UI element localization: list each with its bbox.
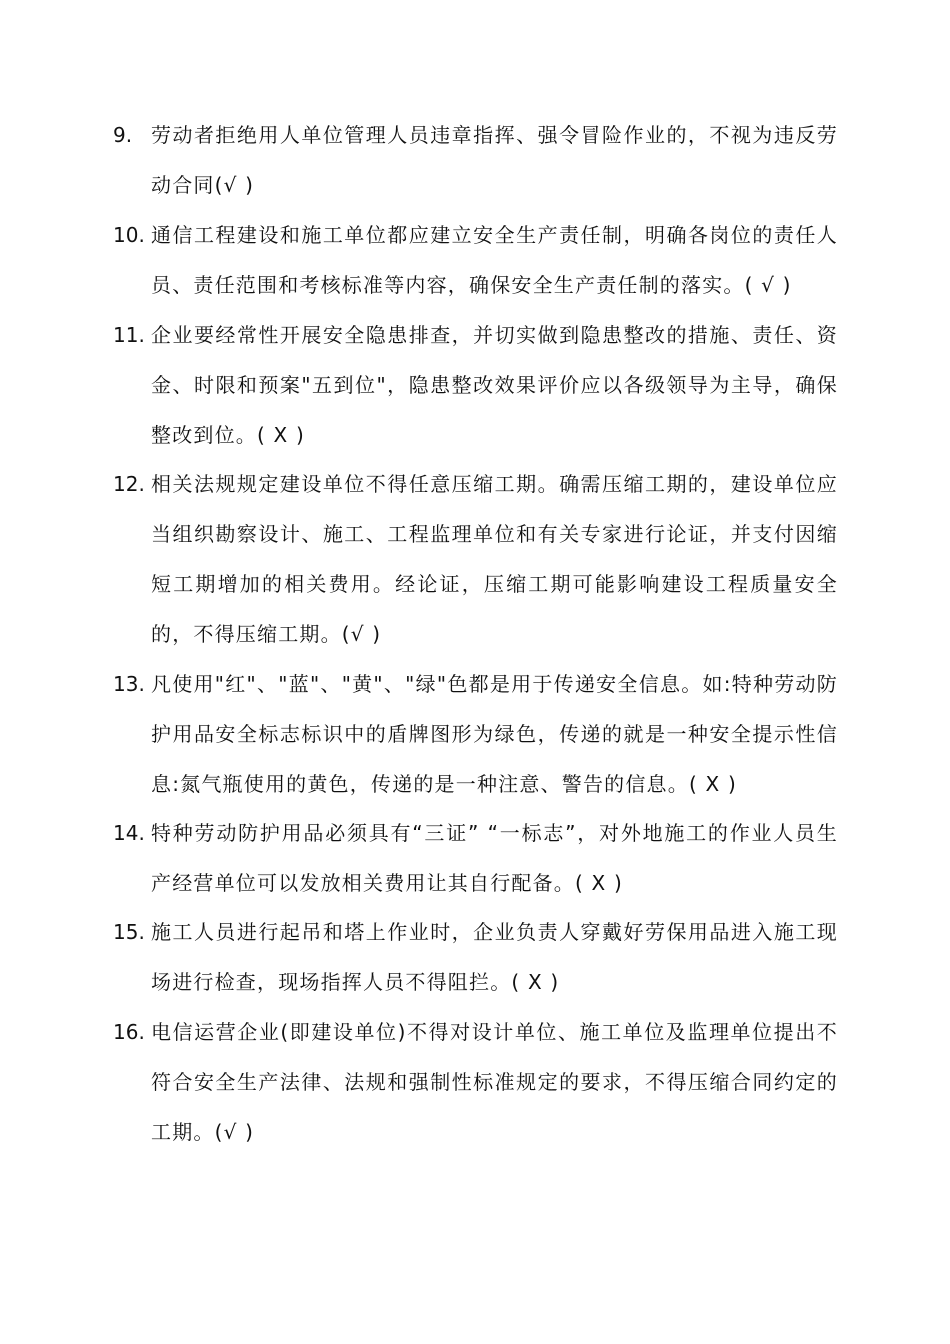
question-text: 电信运营企业(即建设单位)不得对设计单位、施工单位及监理单位提出不符合安全生产法律、法规和强制性标准规定的要求，不得压缩合同约定的工期。(√ )	[151, 1020, 838, 1144]
question-text: 通信工程建设和施工单位都应建立安全生产责任制，明确各岗位的责任人员、责任范围和考核标准等内容，确保安全生产责任制的落实。( √ )	[151, 223, 838, 297]
question-number: 9.	[113, 123, 133, 147]
question-text: 相关法规规定建设单位不得任意压缩工期。确需压缩工期的，建设单位应当组织勘察设计、施工、工程监理单位和有关专家进行论证，并支付因缩短工期增加的相关费用。经论证，压缩工期可能影响建设工程质量安全的，不得压缩工期。(√ )	[151, 472, 838, 646]
question-text: 企业要经常性开展安全隐患排查，并切实做到隐患整改的措施、责任、资金、时限和预案"五到位"，隐患整改效果评价应以各级领导为主导，确保整改到位。( X )	[151, 323, 838, 447]
question-text: 特种劳动防护用品必须具有“三证” “一标志”，对外地施工的作业人员生产经营单位可以发放相关费用让其自行配备。( X )	[151, 821, 838, 895]
question-text: 劳动者拒绝用人单位管理人员违章指挥、强令冒险作业的，不视为违反劳动合同(√ )	[151, 123, 838, 197]
question-text: 凡使用"红"、"蓝"、"黄"、"绿"色都是用于传递安全信息。如:特种劳动防护用品安全标志标识中的盾牌图形为绿色，传递的就是一种安全提示性信息:氮气瓶使用的黄色，传递的是一种注意、警告的信息。( X )	[151, 672, 838, 796]
question-number: 14.	[113, 821, 145, 845]
question-number: 15.	[113, 920, 145, 944]
question-number: 12.	[113, 472, 145, 496]
question-number: 16.	[113, 1020, 145, 1044]
question-number: 10.	[113, 223, 145, 247]
question-text: 施工人员进行起吊和塔上作业时，企业负责人穿戴好劳保用品进入施工现场进行检查，现场指挥人员不得阻拦。( X )	[151, 920, 838, 994]
question-number: 11.	[113, 323, 145, 347]
question-number: 13.	[113, 672, 145, 696]
